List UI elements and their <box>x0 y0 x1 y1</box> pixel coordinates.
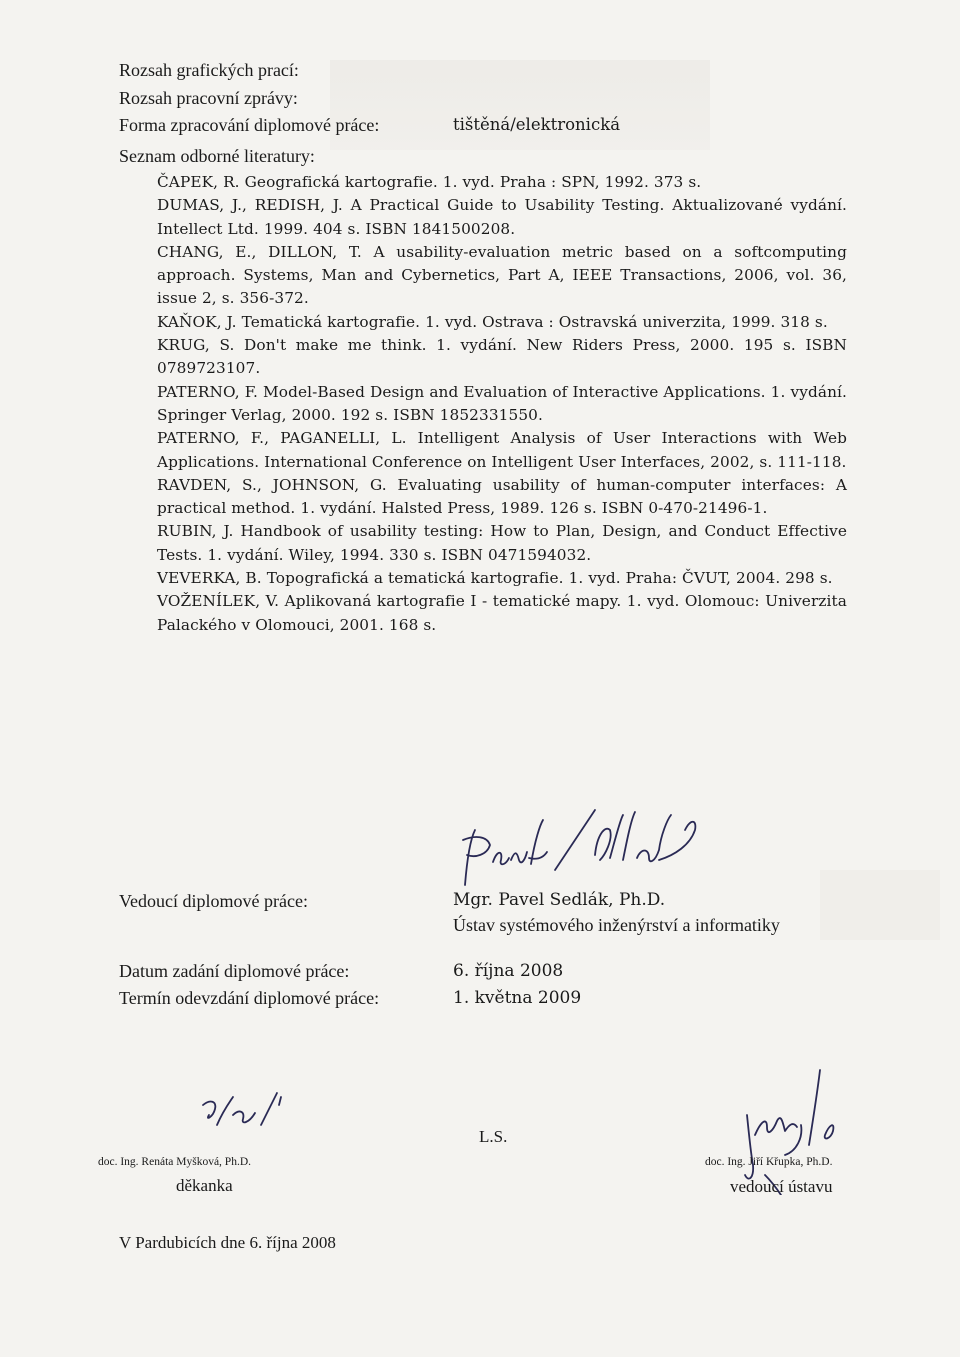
bibliography-entry: KAŇOK, J. Tematická kartografie. 1. vyd. Ostrava : Ostravská univerzita, 1999. 318 s. <box>157 312 828 331</box>
bibliography-entry: RAVDEN, S., JOHNSON, G. Evaluating usability of human-computer interfaces: A practical method. 1. vydání. Halsted Press, 1989. 126 s. ISBN 0-470-21496-1. <box>157 475 847 518</box>
bibliography-list <box>157 171 847 637</box>
place-and-date: V Pardubicích dne 6. října 2008 <box>119 1233 336 1252</box>
bleed-through-shadow-2 <box>820 870 940 940</box>
bibliography-entry: PATERNO, F., PAGANELLI, L. Intelligent Analysis of User Interactions with Web Applications. International Conference on Intelligent User Interfaces, 2002, s. 111-118. <box>157 429 847 471</box>
bibliography-entry: VEVERKA, B. Topografická a tematická kartografie. 1. vyd. Praha: ČVUT, 2004. 298 s. <box>157 569 833 588</box>
dean-name: doc. Ing. Renáta Myšková, Ph.D. <box>98 1156 251 1168</box>
bibliography-entry: CHANG, E., DILLON, T. A usability-evaluation metric based on a softcomputing approach. Systems, Man and Cybernetics, Part A, IEEE Transactions, 2006, vol. 36, issue 2, s. 356-372. <box>157 242 847 308</box>
forma-zpracovani-value: tištěná/elektronická <box>453 115 621 134</box>
rozsah-pracovni-zpravy-label: Rozsah pracovní zprávy: <box>119 88 298 108</box>
rozsah-grafickych-praci-label: Rozsah grafických prací: <box>119 60 299 80</box>
head-of-institute-title: vedoucí ústavu <box>730 1177 833 1196</box>
bibliography-entry: VOŽENÍLEK, V. Aplikovaná kartografie I - tematické mapy. 1. vyd. Olomouc: Univerzita Palackého v Olomouci, 2001. 168 s. <box>157 592 847 634</box>
supervisor-institute: Ústav systémového inženýrství a informatiky <box>453 915 780 935</box>
supervisor-name: Mgr. Pavel Sedlák, Ph.D. <box>453 890 666 910</box>
bibliography-entry: PATERNO, F. Model-Based Design and Evaluation of Interactive Applications. 1. vydání. Springer Verlag, 2000. 192 s. ISBN 1852331550. <box>157 382 847 424</box>
termin-odevzdani-value: 1. května 2009 <box>453 988 582 1008</box>
seal-mark: L.S. <box>479 1127 508 1146</box>
dean-signature <box>195 1085 315 1145</box>
supervisor-signature <box>445 800 715 900</box>
bleed-through-shadow <box>330 60 710 150</box>
datum-zadani-label: Datum zadání diplomové práce: <box>119 961 350 981</box>
dean-title: děkanka <box>176 1176 233 1195</box>
bibliography-entry: ČAPEK, R. Geografická kartografie. 1. vyd. Praha : SPN, 1992. 373 s. <box>157 173 702 191</box>
forma-zpracovani-label: Forma zpracování diplomové práce: <box>119 115 380 135</box>
vedouci-label: Vedoucí diplomové práce: <box>119 891 308 911</box>
seznam-literatury-label: Seznam odborné literatury: <box>119 146 315 166</box>
bibliography-entry: DUMAS, J., REDISH, J. A Practical Guide to Usability Testing. Aktualizované vydání. Intellect Ltd. 1999. 404 s. ISBN 1841500208. <box>157 196 847 238</box>
head-of-institute-signature <box>725 1065 845 1195</box>
datum-zadani-value: 6. října 2008 <box>453 961 564 981</box>
bibliography-entry: RUBIN, J. Handbook of usability testing: How to Plan, Design, and Conduct Effective Tests. 1. vydání. Wiley, 1994. 330 s. ISBN 0471594032. <box>157 522 847 564</box>
bibliography-entry: KRUG, S. Don't make me think. 1. vydání. New Riders Press, 2000. 195 s. ISBN 0789723107. <box>157 336 847 378</box>
head-of-institute-name: doc. Ing. Jiří Křupka, Ph.D. <box>705 1156 833 1168</box>
termin-odevzdani-label: Termín odevzdání diplomové práce: <box>119 988 380 1008</box>
